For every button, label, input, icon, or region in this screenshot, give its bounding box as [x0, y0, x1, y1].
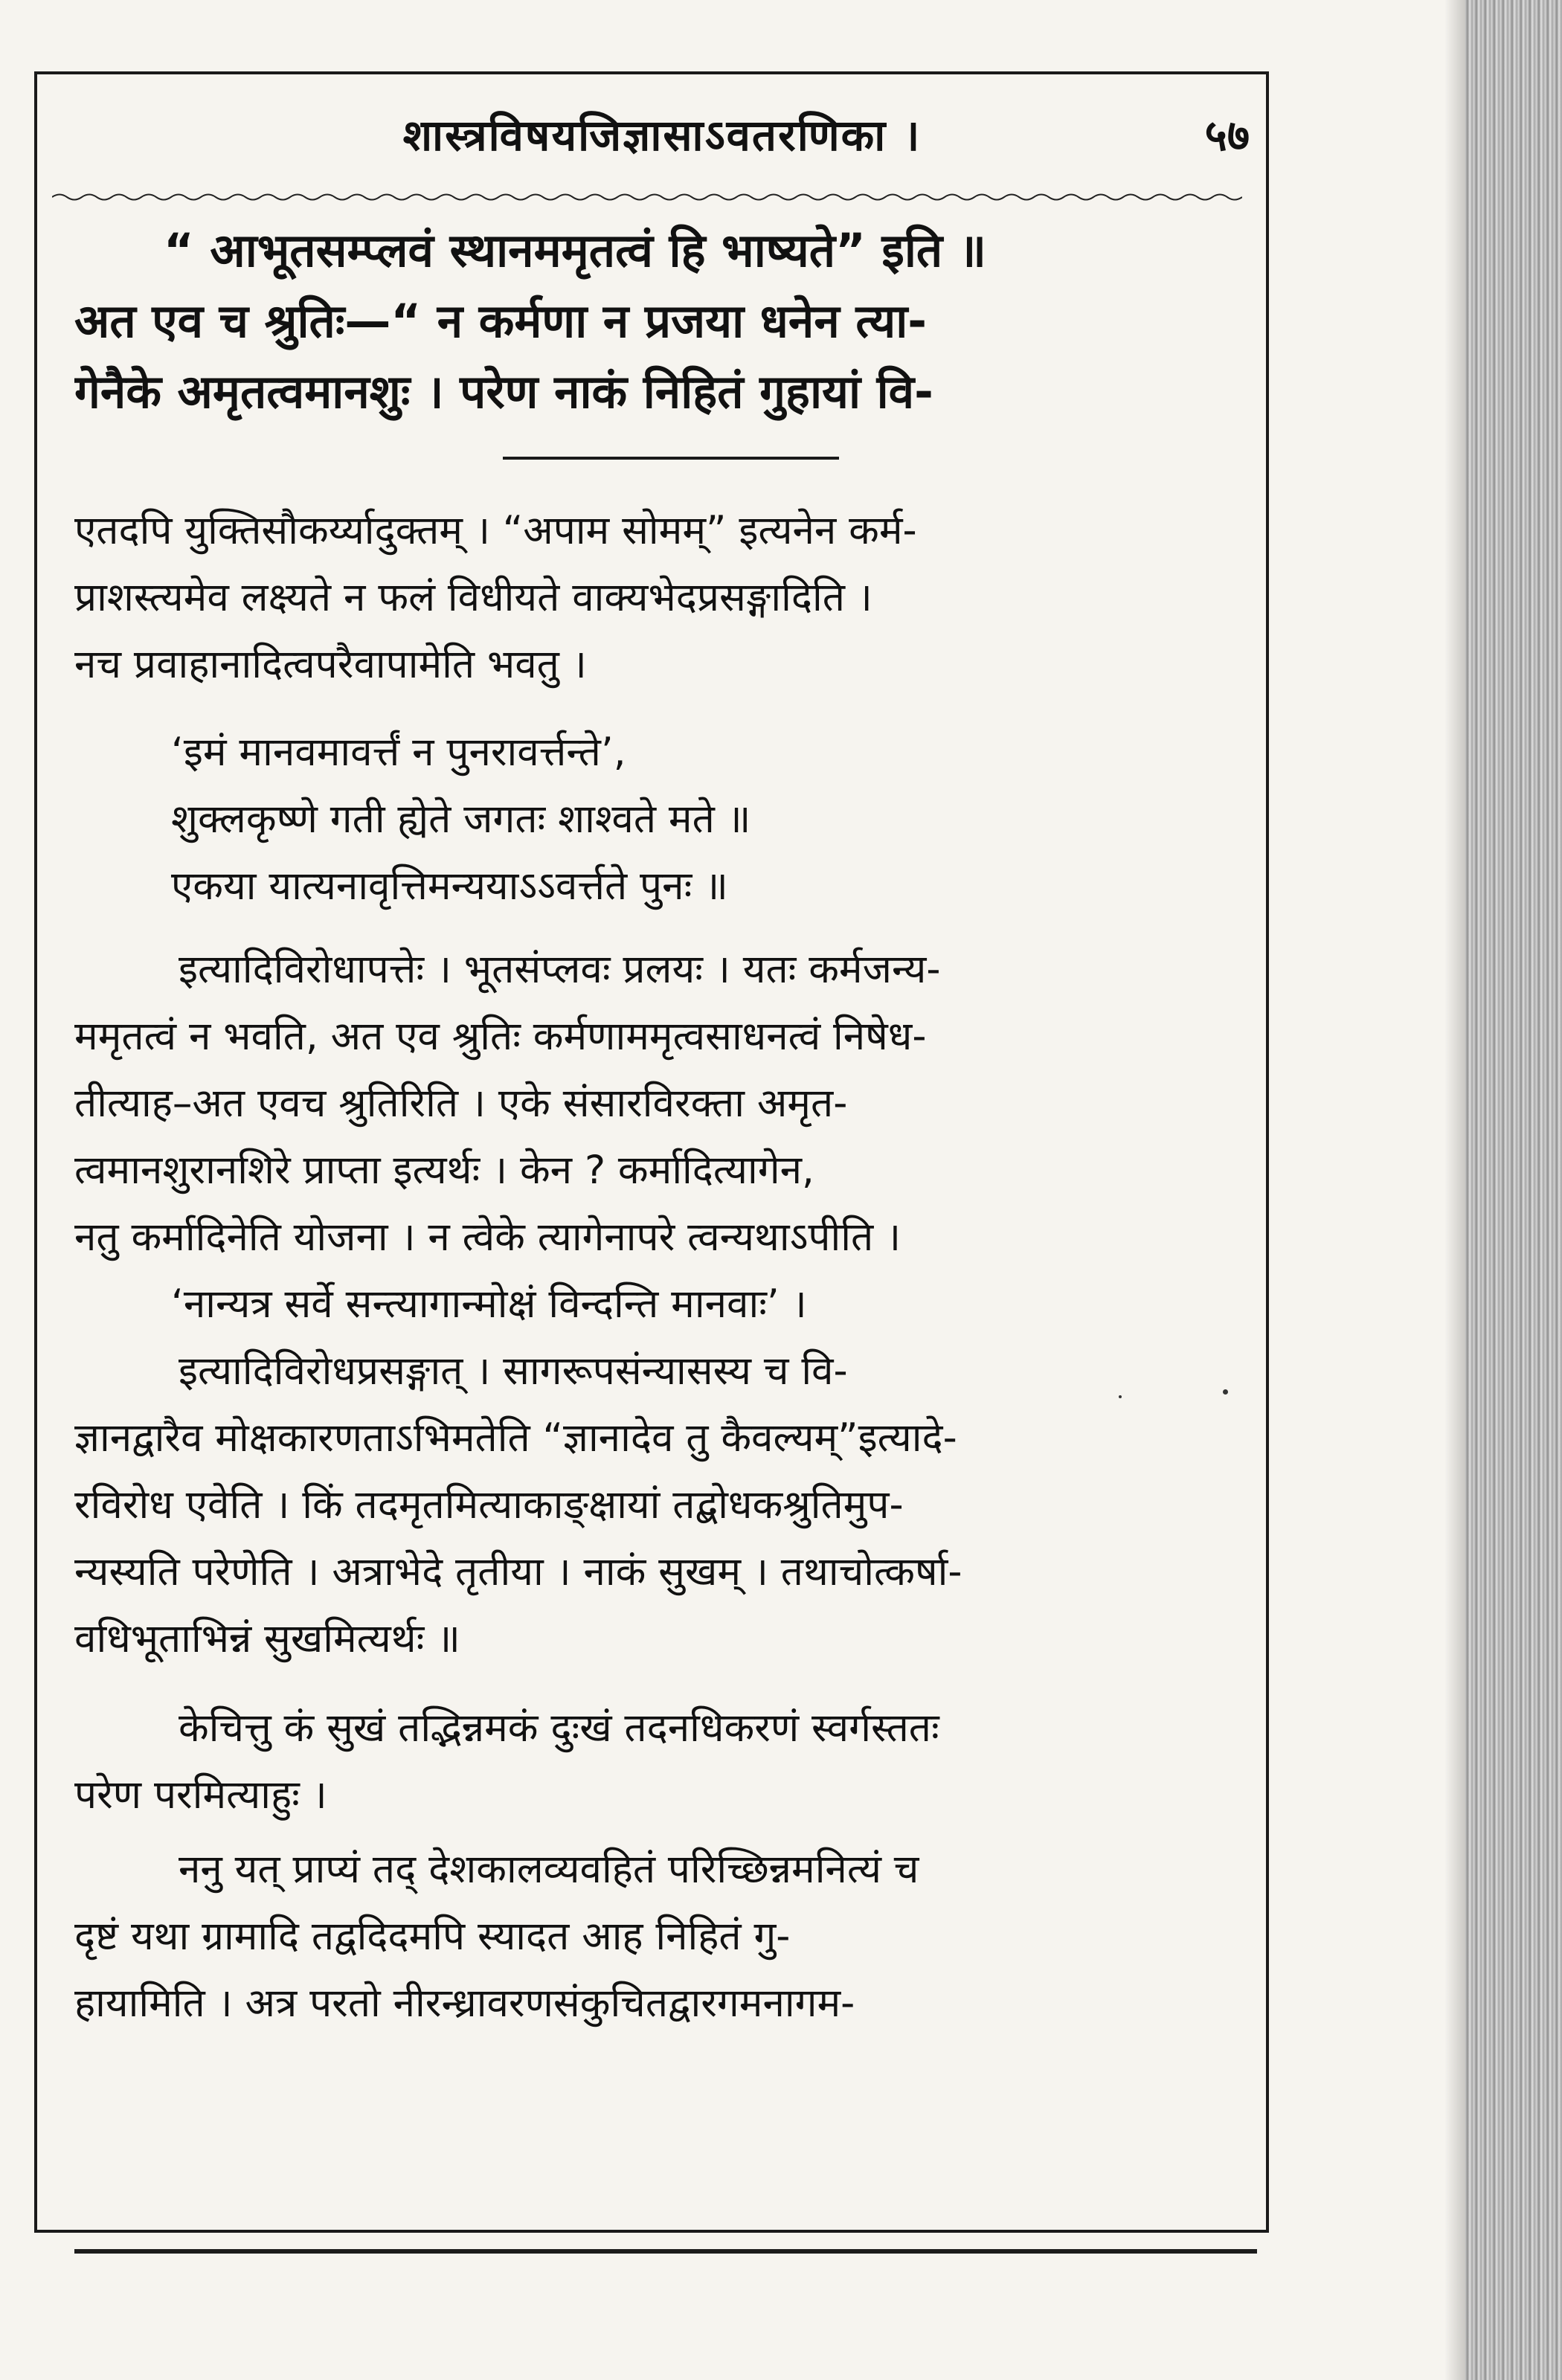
scanned-page-edge	[1465, 0, 1562, 2380]
ink-speck	[1223, 1389, 1228, 1395]
scan-shadow	[1444, 0, 1465, 2380]
commentary-line: नच प्रवाहानादित्वपरैवापामेति भवतु ।	[74, 642, 587, 687]
mula-line: गेनैके अमृतत्वमानशुः । परेण नाकं निहितं गुहायां वि-	[74, 364, 933, 419]
wavy-divider	[52, 190, 1242, 204]
commentary-text	[74, 498, 1257, 2239]
verse-line: ‘इमं मानवमावर्त्तं न पुनरावर्त्तन्ते’,	[171, 730, 626, 775]
commentary-line: इत्यादिविरोधापत्तेः । भूतसंप्लवः प्रलयः । यतः कर्मजन्य-	[179, 947, 941, 992]
commentary-line: न्यस्यति परेणेति । अत्राभेदे तृतीया । नाकं सुखम् । तथाचोत्कर्षा-	[74, 1549, 962, 1595]
commentary-line: दृष्टं यथा ग्रामादि तद्वदिदमपि स्यादत आह निहितं गु-	[74, 1914, 791, 1959]
commentary-line: ममृतत्वं न भवति, अत एव श्रुतिः कर्मणाममृत्वसाधनत्वं निषेध-	[74, 1014, 927, 1059]
commentary-line: एतदपि युक्तिसौकर्य्यादुक्तम् । “अपाम सोमम्” इत्यनेन कर्म-	[74, 508, 917, 553]
ink-speck	[1119, 1395, 1122, 1398]
commentary-line: ननु यत् प्राप्यं तद् देशकालव्यवहितं परिच्छिन्नमनित्यं च	[179, 1847, 919, 1892]
commentary-line: हायामिति । अत्र परतो नीरन्ध्रावरणसंकुचितद्वारगमनागम-	[74, 1981, 855, 2026]
bottom-rule	[74, 2249, 1257, 2254]
commentary-line: ज्ञानद्वारैव मोक्षकारणताऽभिमतेति “ज्ञानादेव तु कैवल्यम्”इत्यादे-	[74, 1415, 957, 1461]
commentary-line: वधिभूताभिन्नं सुखमित्यर्थः ॥	[74, 1616, 460, 1662]
verse-line: एकया यात्यनावृत्तिमन्ययाऽऽवर्त्तते पुनः ॥	[171, 863, 728, 909]
page-number: ५७	[1204, 110, 1250, 161]
section-divider	[503, 457, 839, 460]
commentary-line: परेण परमित्याहुः ।	[74, 1772, 327, 1818]
commentary-line: प्राशस्त्यमेव लक्ष्यते न फलं विधीयते वाक्यभेदप्रसङ्गादिति ।	[74, 575, 872, 620]
running-title: शास्त्रविषयजिज्ञासाऽवतरणिका ।	[402, 110, 922, 161]
commentary-line: इत्यादिविरोधप्रसङ्गात् । सागरूपसंन्यासस्य च वि-	[179, 1348, 848, 1394]
verse-line: ‘नान्यत्र सर्वे सन्त्यागान्मोक्षं विन्दन्ति मानवाः’ ।	[171, 1281, 807, 1327]
commentary-line: त्वमानशुरानशिरे प्राप्ता इत्यर्थः । केन ? कर्मादित्यागेन,	[74, 1148, 814, 1193]
mula-line: अत एव च श्रुतिः—“ न कर्मणा न प्रजया धनेन त्या-	[74, 294, 928, 348]
commentary-line: नतु कर्मादिनेति योजना । न त्वेके त्यागेनापरे त्वन्यथाऽपीति ।	[74, 1215, 901, 1260]
commentary-line: तीत्याह–अत एवच श्रुतिरिति । एके संसारविरक्ता अमृत-	[74, 1081, 848, 1126]
running-header	[67, 104, 1250, 178]
commentary-line: केचित्तु कं सुखं तद्भिन्नमकं दुःखं तदनधिकरणं स्वर्गस्ततः	[179, 1705, 939, 1751]
mula-line: “ आभूतसम्प्लवं स्थानममृतत्वं हि भाष्यते” इति ॥	[164, 223, 986, 277]
verse-line: शुक्लकृष्णे गती ह्येते जगतः शाश्वते मते ॥	[171, 797, 751, 842]
commentary-line: रविरोध एवेति । किं तदमृतमित्याकाङ्क्षायां तद्बोधकश्रुतिमुप-	[74, 1482, 904, 1528]
